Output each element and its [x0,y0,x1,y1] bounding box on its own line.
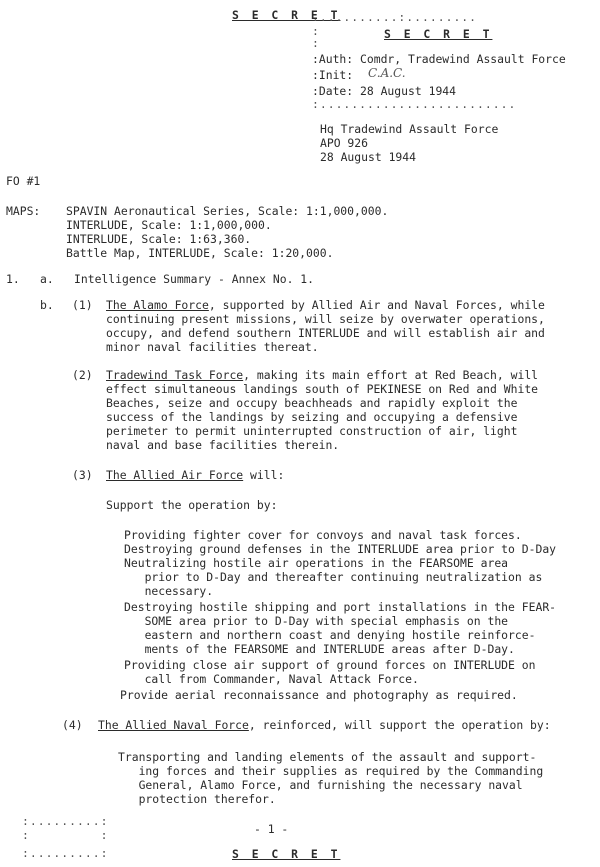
naval-task-line: protection therefor. [118,792,276,806]
naval-task-line: General, Alamo Force, and furnishing the necessary naval [118,778,523,792]
naval-task-line: Transporting and landing elements of the assault and support- [118,750,537,764]
secret-marking-box: S E C R E T [384,27,493,41]
field-order-number: FO #1 [6,174,41,188]
air-task-line: Providing close air support of ground forces on INTERLUDE on [124,658,536,672]
paragraph-number: 1. [6,272,20,286]
support-line: Support the operation by: [106,498,278,512]
header-box-edge: : [312,24,320,38]
item-line: minor naval facilities thereat. [106,340,319,354]
item-line: Beaches, seize and occupy beachheads and rapidly exploit the [106,396,518,410]
air-task-line: eastern and northern coast and denying hostile reinforce- [124,628,536,642]
header-box-edge: : [312,36,320,50]
air-task-line: Neutralizing hostile air operations in the FEARSOME area [124,556,509,570]
secret-marking-top: S E C R E T [232,8,341,22]
maps-line: INTERLUDE, Scale: 1:63,360. [66,232,252,246]
maps-label: MAPS: [6,204,41,218]
initials-signature: C.A.C. [368,66,406,80]
subparagraph-label-a: a. [40,272,54,286]
item-text: , supported by Allied Air and Naval Forces, while [208,298,545,312]
air-task-line: Provide aerial reconnaissance and photography as required. [120,688,518,702]
hq-line-2: APO 926 [320,136,369,150]
item-title: The Allied Naval Force [98,718,249,732]
air-task-line: Providing fighter cover for convoys and naval task forces. [124,528,522,542]
item-3-first-line [106,468,284,482]
air-task-line: Destroying hostile shipping and port installations in the FEAR- [124,600,557,614]
item-title: The Allied Air Force [106,468,244,482]
item-text: , reinforced, will support the operation by: [248,718,551,732]
air-task-line: Destroying ground defenses in the INTERLUDE area prior to D-Day [124,542,557,556]
naval-task-line: ing forces and their supplies as required by the Commanding [118,764,544,778]
intelligence-summary: Intelligence Summary - Annex No. 1. [74,272,315,286]
item-line: naval and base facilities therein. [106,438,340,452]
footer-box-edge: : : [22,828,109,842]
footer-box-edge: :.........: [22,846,109,860]
item-title: The Alamo Force [106,298,209,312]
date-line: :Date: 28 August 1944 [312,84,457,98]
maps-line: INTERLUDE, Scale: 1:1,000,000. [66,218,272,232]
item-number: (4) [62,718,83,732]
item-title: Tradewind Task Force [106,368,244,382]
item-1-first-line [106,298,545,312]
page-number: - 1 - [254,822,289,836]
maps-line: Battle Map, INTERLUDE, Scale: 1:20,000. [66,246,334,260]
auth-line: :Auth: Comdr, Tradewind Assault Force [312,52,566,66]
footer-box-edge: :.........: [22,814,109,828]
subparagraph-label-b: b. [40,298,54,312]
air-task-line: SOME area prior to D-Day with special emphasis on the [124,614,509,628]
item-number: (2) [72,368,93,382]
air-task-line: ments of the FEARSOME and INTERLUDE areas after D-Day. [124,642,515,656]
init-line: :Init: [312,68,354,82]
air-task-line: necessary. [124,584,214,598]
header-dotted-rule: ...........:......... [312,10,478,24]
secret-marking-bottom: S E C R E T [232,847,341,861]
item-line: occupy, and defend southern INTERLUDE and will establish air and [106,326,545,340]
maps-line: SPAVIN Aeronautical Series, Scale: 1:1,000,000. [66,204,389,218]
item-number: (1) [72,298,93,312]
item-line: perimeter to permit uninterrupted construction of air, light [106,424,518,438]
item-line: success of the landings by seizing and occupying a defensive [106,410,518,424]
hq-line-3: 28 August 1944 [320,150,417,164]
item-number: (3) [72,468,93,482]
air-task-line: call from Commander, Naval Attack Force. [124,672,419,686]
item-text: , making its main effort at Red Beach, will [243,368,539,382]
header-dotted-rule-bottom: :......................... [312,97,517,111]
item-4-first-line [98,718,551,732]
item-2-first-line [106,368,538,382]
hq-line-1: Hq Tradewind Assault Force [320,122,499,136]
item-line: continuing present missions, will seize by overwater operations, [106,312,545,326]
item-line: effect simultaneous landings south of PEKINESE on Red and White [106,382,539,396]
item-text: will: [243,468,285,482]
air-task-line: prior to D-Day and thereafter continuing neutralization as [124,570,543,584]
